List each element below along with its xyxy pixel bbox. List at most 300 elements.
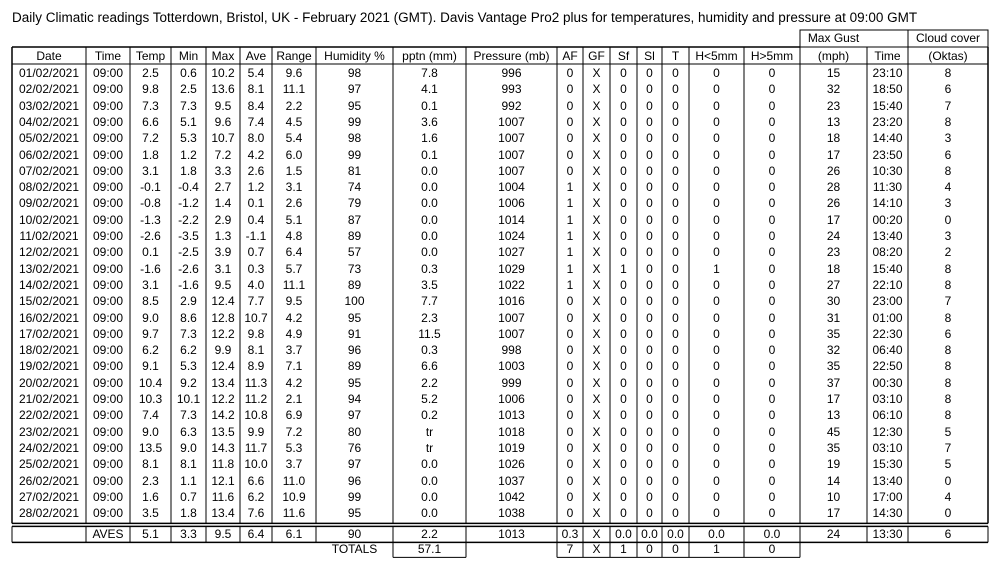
table-cell: 98 — [347, 131, 362, 146]
table-cell: 0 — [768, 82, 776, 97]
table-cell: 1038 — [498, 506, 525, 521]
table-cell: 9.5 — [285, 294, 303, 309]
table-cell: 10 — [826, 489, 841, 504]
column-header: Sl — [644, 49, 655, 63]
table-cell: 09:00 — [92, 473, 124, 488]
table-cell: 37 — [826, 375, 841, 390]
table-cell: 22:10 — [872, 277, 903, 292]
table-cell: 15/02/2021 — [18, 294, 80, 309]
table-cell: 0 — [646, 212, 653, 227]
table-cell: 0 — [566, 392, 574, 406]
table-cell: 0 — [620, 457, 627, 472]
table-cell: 0 — [646, 245, 653, 260]
table-cell: 1 — [566, 180, 574, 195]
table-cell: 0 — [672, 375, 679, 390]
table-cell: 0.0 — [421, 212, 438, 227]
table-cell: 0 — [566, 473, 574, 488]
table-cell: 0 — [768, 343, 776, 358]
table-cell: tr — [425, 424, 434, 439]
table-cell: 95 — [347, 310, 362, 325]
table-cell: 89 — [347, 229, 362, 243]
table-cell: 17:00 — [872, 489, 903, 504]
table-cell: 6.9 — [285, 408, 303, 423]
table-cell: 0 — [768, 375, 776, 390]
table-cell: 3.7 — [285, 457, 303, 472]
table-cell: 14/02/2021 — [18, 277, 80, 292]
table-cell: 0 — [672, 294, 679, 309]
table-cell: 0 — [566, 408, 574, 423]
table-cell: 0 — [713, 408, 720, 423]
table-cell: 0 — [713, 424, 720, 439]
table-cell: -0.4 — [178, 180, 199, 195]
table-cell: 08/02/2021 — [18, 180, 80, 195]
table-cell: 11.5 — [418, 326, 441, 341]
table-cell: 09:00 — [92, 506, 124, 521]
table-cell: 0 — [672, 359, 679, 374]
table-cell: 8 — [944, 359, 952, 374]
table-cell: 24/02/2021 — [18, 440, 80, 455]
table-cell: X — [592, 408, 601, 423]
table-cell: 0 — [672, 229, 679, 243]
table-cell: 1007 — [498, 114, 525, 129]
table-cell: 0 — [620, 473, 627, 488]
table-cell: 5.3 — [180, 131, 197, 146]
table-cell: 5 — [944, 424, 952, 439]
table-cell: 0.1 — [247, 196, 265, 211]
table-cell: 0 — [768, 114, 776, 129]
table-cell: 6.2 — [180, 343, 197, 358]
table-cell: 00:30 — [872, 375, 903, 390]
table-cell: 0 — [566, 147, 574, 162]
table-cell: 7.7 — [247, 294, 265, 309]
table-cell: 10.7 — [244, 310, 268, 325]
table-cell: 0 — [646, 229, 653, 243]
aves-cell: X — [592, 527, 601, 542]
table-cell: 0 — [713, 163, 720, 178]
table-cell: 3.1 — [142, 277, 159, 292]
table-cell: 09:00 — [92, 212, 124, 227]
table-cell: 0 — [620, 359, 627, 374]
table-cell: 9.9 — [214, 343, 232, 358]
table-cell: 1.2 — [247, 180, 265, 195]
table-cell: 4.2 — [285, 375, 303, 390]
table-cell: 0 — [672, 473, 679, 488]
table-cell: 1018 — [498, 424, 525, 439]
table-cell: 6.2 — [142, 343, 159, 358]
table-cell: 5.4 — [247, 66, 265, 80]
table-cell: X — [592, 457, 601, 472]
table-cell: 09:00 — [92, 131, 124, 146]
table-cell: 95 — [347, 375, 362, 390]
table-cell: 8 — [944, 392, 952, 406]
table-cell: 0 — [646, 440, 653, 455]
column-header: Date — [36, 49, 62, 63]
table-cell: 0 — [672, 440, 679, 455]
table-cell: -2.6 — [178, 261, 199, 276]
table-cell: 9.7 — [142, 326, 159, 341]
table-cell: 0 — [672, 489, 679, 504]
table-cell: 12:30 — [872, 424, 903, 439]
column-header: Min — [178, 49, 199, 63]
table-cell: 09:00 — [92, 82, 124, 97]
table-cell: 7.3 — [180, 408, 197, 423]
table-cell: X — [592, 326, 601, 341]
table-cell: 0 — [646, 343, 653, 358]
table-cell: 20/02/2021 — [18, 375, 80, 390]
table-cell: 0 — [672, 310, 679, 325]
table-cell: 1027 — [498, 245, 525, 260]
table-cell: 03/02/2021 — [18, 98, 80, 113]
table-cell: X — [592, 506, 601, 521]
table-cell: 8 — [944, 343, 952, 358]
table-cell: 32 — [826, 82, 841, 97]
table-cell: 26/02/2021 — [18, 473, 80, 488]
table-cell: 96 — [347, 473, 362, 488]
column-header: Max — [211, 49, 235, 63]
table-cell: 95 — [347, 506, 362, 521]
table-cell: 87 — [347, 212, 362, 227]
table-cell: 19 — [826, 457, 841, 472]
table-cell: 0 — [713, 473, 720, 488]
table-cell: 23:00 — [872, 294, 903, 309]
table-cell: 6.0 — [285, 147, 303, 162]
table-cell: 4 — [944, 180, 952, 195]
table-cell: 1019 — [498, 440, 525, 455]
table-cell: 0 — [566, 114, 574, 129]
table-cell: 10.7 — [211, 131, 235, 146]
table-cell: 11.2 — [244, 392, 268, 406]
table-cell: 0.1 — [142, 245, 159, 260]
table-cell: 8.1 — [142, 457, 159, 472]
table-cell: 06:40 — [872, 343, 903, 358]
table-cell: 0 — [768, 408, 776, 423]
table-cell: 2.6 — [247, 163, 265, 178]
table-cell: 0 — [713, 245, 720, 260]
aves-cell: 0.3 — [561, 527, 579, 542]
table-cell: 7.4 — [247, 114, 265, 129]
totals-af: 7 — [566, 542, 574, 557]
table-cell: X — [592, 359, 601, 374]
table-cell: 26 — [826, 163, 841, 178]
table-cell: 0 — [646, 196, 653, 211]
table-cell: 14 — [826, 473, 841, 488]
table-cell: 12.2 — [211, 392, 235, 406]
table-cell: 17 — [826, 506, 841, 521]
table-cell: 0 — [713, 147, 720, 162]
table-cell: 0 — [713, 326, 720, 341]
table-cell: 0 — [646, 408, 653, 423]
table-cell: 0 — [672, 245, 679, 260]
table-cell: 09:00 — [92, 196, 124, 211]
table-cell: 09:00 — [92, 229, 124, 243]
table-cell: 0 — [672, 196, 679, 211]
table-cell: 9.9 — [247, 424, 265, 439]
aves-cell: AVES — [92, 527, 124, 542]
table-cell: 1007 — [498, 147, 525, 162]
table-cell: 0 — [566, 489, 574, 504]
table-cell: 1 — [566, 245, 574, 260]
table-cell: 0 — [768, 163, 776, 178]
table-cell: 0 — [768, 457, 776, 472]
table-cell: 993 — [501, 82, 522, 97]
table-cell: 0 — [646, 277, 653, 292]
table-cell: 11.1 — [282, 82, 306, 97]
table-cell: 4.2 — [285, 310, 303, 325]
table-cell: 1014 — [498, 212, 525, 227]
table-cell: 0 — [566, 98, 574, 113]
table-cell: 5.2 — [421, 392, 438, 406]
table-cell: 0 — [768, 98, 776, 113]
table-cell: 8.0 — [247, 131, 265, 146]
table-cell: X — [592, 424, 601, 439]
table-cell: X — [592, 294, 601, 309]
table-cell: 09:00 — [92, 245, 124, 260]
table-cell: 0 — [768, 473, 776, 488]
aves-cell: 6.1 — [285, 527, 303, 542]
table-cell: 09:00 — [92, 294, 124, 309]
aves-cell: 0.0 — [667, 527, 684, 542]
table-cell: 0.0 — [421, 196, 438, 211]
table-cell: 09:00 — [92, 261, 124, 276]
table-cell: 7.2 — [214, 147, 232, 162]
table-cell: 7.8 — [421, 66, 438, 80]
table-cell: 8.1 — [247, 343, 265, 358]
table-cell: 0 — [566, 424, 574, 439]
table-cell: 32 — [826, 343, 841, 358]
table-cell: 0 — [620, 277, 627, 292]
table-cell: 22:30 — [872, 326, 903, 341]
table-cell: 09:00 — [92, 147, 124, 162]
table-cell: 1006 — [498, 196, 525, 211]
table-cell: 17 — [826, 147, 841, 162]
table-cell: 6 — [944, 147, 952, 162]
table-cell: 0 — [620, 82, 627, 97]
table-cell: X — [592, 261, 601, 276]
table-cell: 1022 — [498, 277, 525, 292]
table-cell: 2.3 — [421, 310, 438, 325]
table-cell: -1.6 — [140, 261, 161, 276]
column-header: H<5mm — [695, 49, 738, 63]
table-cell: 23:10 — [872, 66, 903, 80]
table-cell: 10.3 — [138, 392, 163, 406]
table-cell: 1016 — [498, 294, 525, 309]
table-cell: 0 — [672, 180, 679, 195]
table-cell: 3.5 — [421, 277, 438, 292]
table-cell: 09:00 — [92, 163, 124, 178]
table-cell: 11.6 — [282, 506, 306, 521]
table-cell: 04/02/2021 — [18, 114, 80, 129]
table-cell: 8.1 — [180, 457, 197, 472]
table-cell: 0 — [646, 473, 653, 488]
table-cell: X — [592, 440, 601, 455]
table-cell: 2.3 — [142, 473, 159, 488]
table-cell: 0 — [646, 180, 653, 195]
table-cell: 0 — [566, 294, 574, 309]
table-cell: 13.5 — [138, 440, 163, 455]
table-cell: 89 — [347, 359, 362, 374]
table-cell: 23 — [826, 98, 841, 113]
table-cell: 0 — [713, 489, 720, 504]
column-header: (mph) — [817, 49, 850, 63]
table-cell: 1 — [566, 196, 574, 211]
aves-cell: 0.0 — [708, 527, 725, 542]
table-cell: 0 — [620, 343, 627, 358]
table-cell: 0 — [713, 506, 720, 521]
table-cell: 09:00 — [92, 392, 124, 406]
table-cell: X — [592, 375, 601, 390]
table-cell: 13/02/2021 — [18, 261, 80, 276]
table-cell: 0 — [713, 196, 720, 211]
table-cell: 10/02/2021 — [18, 212, 80, 227]
table-cell: 26 — [826, 196, 841, 211]
table-cell: 8 — [944, 114, 952, 129]
table-cell: 0 — [713, 131, 720, 146]
table-cell: 03:10 — [872, 392, 903, 406]
table-cell: 01/02/2021 — [18, 66, 80, 80]
table-cell: 6.6 — [421, 359, 438, 374]
table-cell: 1.4 — [214, 196, 232, 211]
table-cell: 0 — [713, 359, 720, 374]
table-cell: 1 — [620, 261, 627, 276]
table-cell: 6.4 — [285, 245, 303, 260]
table-cell: 0.3 — [421, 261, 438, 276]
column-header: Temp — [135, 49, 166, 63]
table-cell: 0 — [620, 180, 627, 195]
table-cell: 0.7 — [180, 489, 197, 504]
table-cell: 0 — [672, 343, 679, 358]
column-header: AF — [562, 49, 578, 63]
totals-sl: 0 — [646, 542, 653, 557]
table-cell: 3 — [944, 131, 952, 146]
table-cell: 3 — [944, 229, 952, 243]
table-cell: 11:30 — [872, 180, 903, 195]
aves-cell: 0.0 — [763, 527, 781, 542]
table-cell: 0 — [566, 343, 574, 358]
table-cell: 28/02/2021 — [18, 506, 80, 521]
table-cell: 09:00 — [92, 98, 124, 113]
table-cell: -1.2 — [178, 196, 199, 211]
table-cell: 1.1 — [180, 473, 197, 488]
table-cell: 1 — [566, 229, 574, 243]
table-cell: 81 — [347, 163, 362, 178]
table-cell: 3.5 — [142, 506, 159, 521]
table-cell: X — [592, 196, 601, 211]
column-header: H>5mm — [750, 49, 794, 63]
table-cell: 45 — [826, 424, 841, 439]
aves-cell: 9.5 — [214, 527, 232, 542]
table-cell: 8.5 — [142, 294, 159, 309]
table-cell: 0 — [768, 326, 776, 341]
table-cell: 89 — [347, 277, 362, 292]
aves-cell: 0.0 — [641, 527, 658, 542]
table-cell: -0.8 — [140, 196, 161, 211]
table-cell: 1 — [566, 212, 574, 227]
table-cell: 3.1 — [285, 180, 303, 195]
table-cell: 4.2 — [247, 147, 265, 162]
table-cell: 8 — [944, 66, 952, 80]
table-cell: 23 — [826, 245, 841, 260]
table-cell: 1024 — [498, 229, 525, 243]
table-cell: 0 — [646, 82, 653, 97]
table-cell: 0 — [713, 66, 720, 80]
table-cell: 0 — [646, 424, 653, 439]
table-cell: 95 — [347, 98, 362, 113]
table-cell: 31 — [826, 310, 841, 325]
table-cell: 09:00 — [92, 343, 124, 358]
table-cell: 6 — [944, 82, 952, 97]
table-cell: 0 — [768, 131, 776, 146]
table-cell: 9.8 — [247, 326, 265, 341]
table-cell: 0 — [768, 261, 776, 276]
column-header: Pressure (mb) — [473, 49, 550, 63]
table-cell: 99 — [347, 114, 362, 129]
table-cell: 0 — [620, 229, 627, 243]
table-cell: 11.7 — [244, 440, 268, 455]
table-cell: 8 — [944, 261, 952, 276]
table-cell: -3.5 — [178, 229, 199, 243]
table-cell: 0 — [646, 457, 653, 472]
table-cell: 0.2 — [421, 408, 438, 423]
table-cell: 0 — [646, 261, 653, 276]
table-cell: 0 — [620, 98, 627, 113]
table-cell: 0 — [713, 457, 720, 472]
table-cell: 18:50 — [872, 82, 903, 97]
table-cell: 0 — [768, 424, 776, 439]
table-cell: 8 — [944, 163, 952, 178]
table-cell: 1.5 — [285, 163, 303, 178]
totals-label: TOTALS — [331, 542, 378, 557]
table-cell: 0 — [713, 375, 720, 390]
table-cell: 0.0 — [421, 245, 438, 260]
table-cell: 9.6 — [214, 114, 232, 129]
table-cell: 0 — [672, 392, 679, 406]
table-cell: 1003 — [498, 359, 525, 374]
aves-cell: 0.0 — [615, 527, 632, 542]
table-cell: 0 — [566, 375, 574, 390]
table-cell: 0 — [713, 98, 720, 113]
table-cell: 0 — [646, 147, 653, 162]
table-cell: 2 — [944, 245, 952, 260]
table-cell: 0 — [713, 114, 720, 129]
table-cell: 1.3 — [214, 229, 232, 243]
table-cell: 9.2 — [180, 375, 197, 390]
table-cell: 96 — [347, 343, 362, 358]
table-cell: 4.0 — [247, 277, 265, 292]
table-cell: 0 — [646, 392, 653, 406]
table-cell: X — [592, 163, 601, 178]
table-cell: 0 — [713, 277, 720, 292]
column-header: Time — [94, 49, 122, 63]
table-cell: 7.7 — [421, 294, 438, 309]
table-cell: 3.7 — [285, 343, 303, 358]
table-cell: 0 — [646, 98, 653, 113]
table-cell: 12.4 — [211, 359, 235, 374]
table-cell: 3.9 — [214, 245, 232, 260]
table-cell: 1029 — [498, 261, 525, 276]
table-cell: 2.2 — [421, 375, 438, 390]
table-cell: 10.4 — [138, 375, 163, 390]
table-cell: 9.6 — [285, 66, 303, 80]
table-cell: 0 — [713, 343, 720, 358]
table-cell: 0 — [768, 310, 776, 325]
column-header: T — [671, 49, 680, 63]
table-cell: 23/02/2021 — [18, 424, 80, 439]
table-cell: X — [592, 131, 601, 146]
table-cell: 4 — [944, 489, 952, 504]
table-cell: 09:00 — [92, 424, 124, 439]
table-cell: -1.1 — [245, 229, 267, 243]
table-cell: 0 — [713, 212, 720, 227]
